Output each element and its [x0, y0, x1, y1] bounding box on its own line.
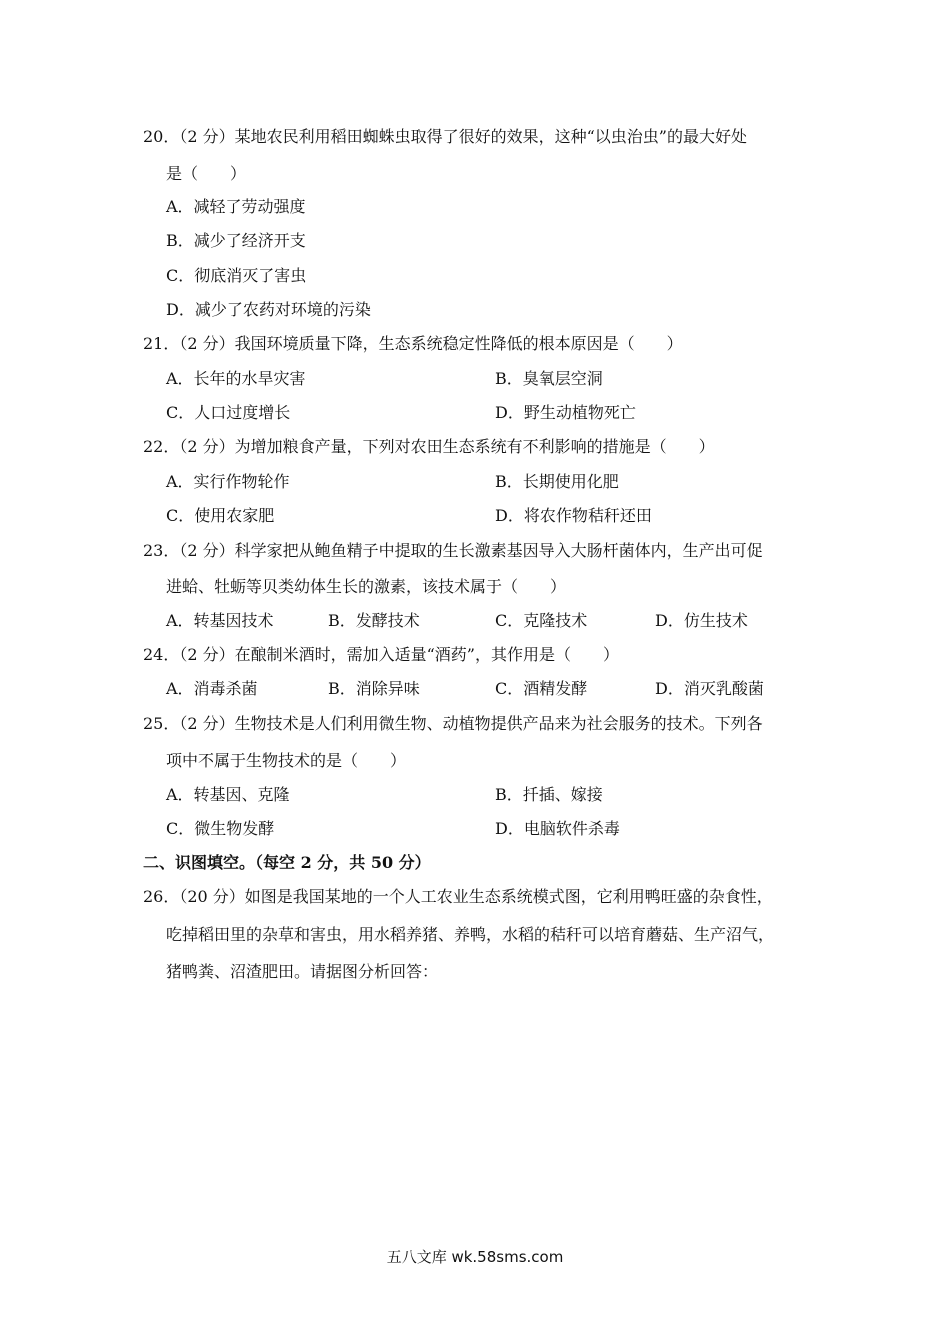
question-23-option-c: C．克隆技术 [495, 611, 588, 630]
question-26-line-1: 26．（20 分）如图是我国某地的一个人工农业生态系统模式图，它利用鸭旺盛的杂食性， [143, 887, 773, 906]
question-20-stem-cont: 是（ ） [166, 164, 247, 183]
question-25-option-c: C．微生物发酵 [166, 819, 275, 838]
question-20-option-c: C．彻底消灭了害虫 [166, 266, 307, 285]
question-20-option-d: D．减少了农药对环境的污染 [166, 300, 371, 319]
question-23-option-b: B．发酵技术 [328, 611, 420, 630]
question-25-stem-cont: 项中不属于生物技术的是（ ） [166, 751, 407, 770]
question-20-option-b: B．减少了经济开支 [166, 231, 306, 250]
question-26-line-2: 吃掉稻田里的杂草和害虫，用水稻养猪、养鸭，水稻的秸秆可以培育蘑菇、生产沼气， [166, 925, 775, 944]
question-21-option-a: A．长年的水旱灾害 [166, 369, 306, 388]
question-21-stem: 21．（2 分）我国环境质量下降，生态系统稳定性降低的根本原因是（ ） [143, 334, 683, 353]
question-23-stem: 23．（2 分）科学家把从鲍鱼精子中提取的生长激素基因导入大肠杆菌体内，生产出可促 [143, 541, 763, 560]
question-21-option-d: D．野生动植物死亡 [495, 403, 636, 422]
question-25-option-d: D．电脑软件杀毒 [495, 819, 620, 838]
footer-watermark: 五八文库 wk.58sms.com [386, 1248, 564, 1266]
question-26-line-3: 猪鸭粪、沼渣肥田。请据图分析回答： [166, 962, 439, 981]
question-21-option-c: C．人口过度增长 [166, 403, 291, 422]
question-23-option-d: D．仿生技术 [655, 611, 748, 630]
question-22-option-c: C．使用农家肥 [166, 506, 275, 525]
question-24-stem: 24．（2 分）在酿制米酒时，需加入适量“酒药”，其作用是（ ） [143, 645, 619, 664]
question-24-option-a: A．消毒杀菌 [166, 679, 258, 698]
question-20-option-a: A．减轻了劳动强度 [166, 197, 306, 216]
question-25-option-a: A．转基因、克隆 [166, 785, 290, 804]
question-25-stem: 25．（2 分）生物技术是人们利用微生物、动植物提供产品来为社会服务的技术。下列各 [143, 714, 763, 733]
question-20-stem: 20．（2 分）某地农民利用稻田蜘蛛虫取得了很好的效果，这种“以虫治虫”的最大好处 [143, 127, 747, 146]
question-25-option-b: B．扦插、嫁接 [495, 785, 603, 804]
question-21-option-b: B．臭氧层空洞 [495, 369, 603, 388]
question-22-stem: 22．（2 分）为增加粮食产量，下列对农田生态系统有不利影响的措施是（ ） [143, 437, 715, 456]
question-23-option-a: A．转基因技术 [166, 611, 274, 630]
question-24-option-d: D．消灭乳酸菌 [655, 679, 764, 698]
question-24-option-b: B．消除异味 [328, 679, 420, 698]
question-23-stem-cont: 进蛤、牡蛎等贝类幼体生长的激素，该技术属于（ ） [166, 577, 567, 596]
question-22-option-d: D．将农作物秸秆还田 [495, 506, 652, 525]
section-heading: 二、识图填空。（每空 2 分，共 50 分） [143, 853, 431, 872]
question-22-option-a: A．实行作物轮作 [166, 472, 290, 491]
question-24-option-c: C．酒精发酵 [495, 679, 588, 698]
question-22-option-b: B．长期使用化肥 [495, 472, 619, 491]
